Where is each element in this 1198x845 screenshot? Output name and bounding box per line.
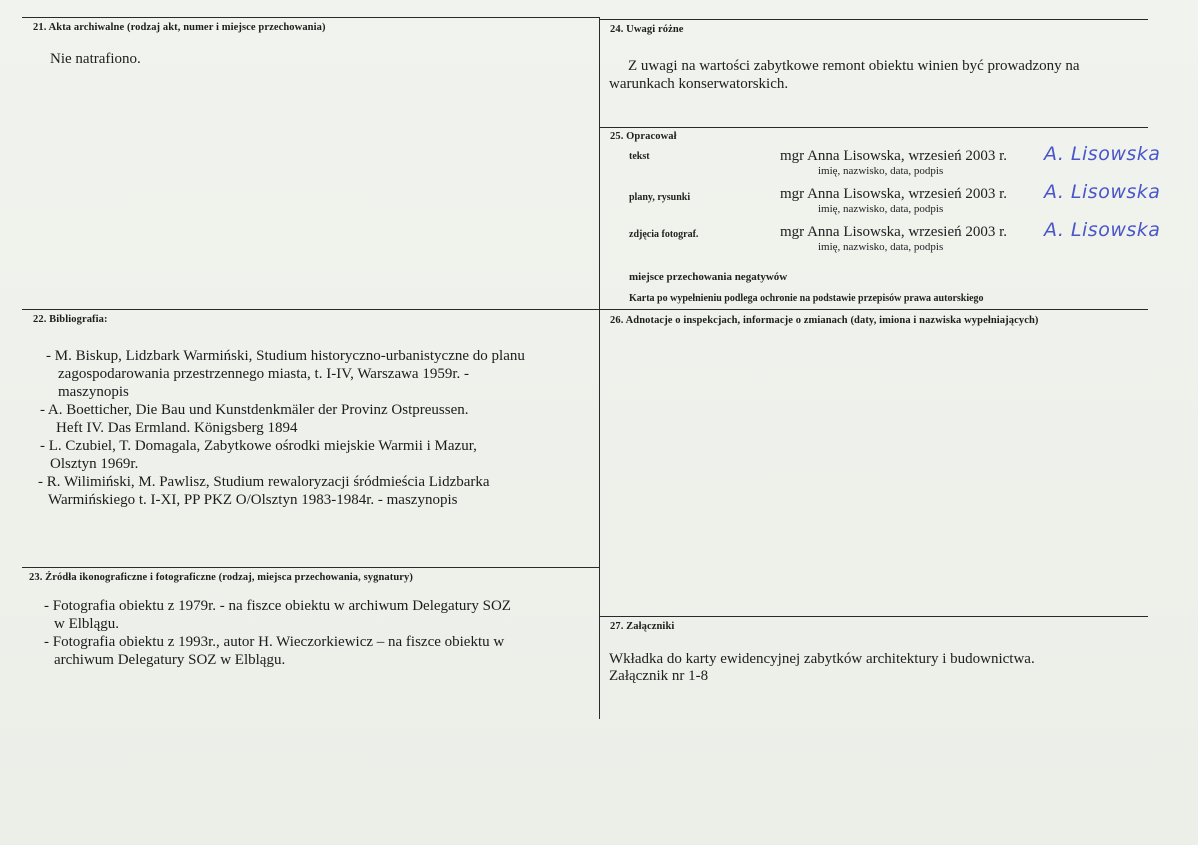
section-21-text: Nie natrafiono. — [50, 51, 141, 67]
author-row-drawings-value: mgr Anna Lisowska, wrzesień 2003 r. — [780, 186, 1008, 202]
section-21-label: 21. Akta archiwalne (rodzaj akt, numer i miejsce przechowania) — [33, 22, 326, 33]
handwritten-signature: A. Lisowska — [1044, 219, 1161, 241]
section-24-line2: warunkach konserwatorskich. — [609, 76, 789, 92]
section-27-line2: Załącznik nr 1-8 — [609, 668, 709, 684]
top-border-left — [22, 17, 599, 18]
author-row-text-kind: tekst — [629, 151, 650, 162]
list-item: - Fotografia obiektu z 1979r. - na fiszce obiektu w archiwum Delegatury SOZ w Elblągu. — [44, 598, 511, 632]
section-22-label: 22. Bibliografia: — [33, 314, 108, 325]
section-27-line1: Wkładka do karty ewidencyjnej zabytków architektury i budownictwa. — [609, 651, 1035, 667]
author-row-photos-value: mgr Anna Lisowska, wrzesień 2003 r. — [780, 224, 1008, 240]
divider-22-23 — [22, 567, 600, 568]
author-row-photos-sub: imię, nazwisko, data, podpis — [818, 241, 944, 253]
bibliography-list — [38, 347, 598, 509]
copyright-note: Karta po wypełnieniu podlega ochronie na podstawie przepisów prawa autorskiego — [629, 293, 984, 304]
handwritten-signature: A. Lisowska — [1044, 181, 1161, 203]
divider-24-25 — [600, 127, 1148, 128]
list-item: - A. Boetticher, Die Bau und Kunstdenkmäler der Provinz Ostpreussen. Heft IV. Das Ermland. Königsberg 1894 — [40, 402, 469, 436]
section-24-line1: Z uwagi na wartości zabytkowe remont obiektu winien być prowadzony na — [628, 58, 1080, 74]
divider-21-22 — [22, 309, 600, 310]
section-25-label: 25. Opracował — [610, 131, 677, 142]
list-item: - M. Biskup, Lidzbark Warmiński, Studium historyczno-urbanistyczne do planu zagospodarowania przestrzennego miasta, t. I-IV, Warszawa 1959r. - maszynopis — [46, 348, 525, 400]
handwritten-signature: A. Lisowska — [1044, 143, 1161, 165]
author-row-photos-kind: zdjęcia fotograf. — [629, 229, 699, 240]
list-item: - Fotografia obiektu z 1993r., autor H. Wieczorkiewicz – na fiszce obiektu w archiwum Delegatury SOZ w Elblągu. — [44, 634, 505, 668]
section-23-label: 23. Źródła ikonograficzne i fotograficzne (rodzaj, miejsca przechowania, sygnatury) — [29, 572, 414, 583]
author-row-text-value: mgr Anna Lisowska, wrzesień 2003 r. — [780, 148, 1008, 164]
section-27-label: 27. Załączniki — [610, 621, 675, 632]
negatives-location-label: miejsce przechowania negatywów — [629, 271, 788, 283]
list-item: - R. Wilimiński, M. Pawlisz, Studium rewaloryzacji śródmieścia Lidzbarka Warmińskiego t. I-XI, PP PKZ O/Olsztyn 1983-1984r. - maszynopis — [38, 474, 490, 508]
column-divider — [599, 17, 600, 719]
author-row-text-sub: imię, nazwisko, data, podpis — [818, 165, 944, 177]
divider-25-26 — [600, 309, 1148, 310]
iconography-list — [38, 597, 511, 669]
list-item: - L. Czubiel, T. Domagala, Zabytkowe ośrodki miejskie Warmii i Mazur, Olsztyn 1969r. — [40, 438, 477, 472]
section-26-label: 26. Adnotacje o inspekcjach, informacje o zmianach (daty, imiona i nazwiska wypełniających) — [610, 315, 1039, 326]
author-row-drawings-sub: imię, nazwisko, data, podpis — [818, 203, 944, 215]
author-row-drawings-kind: plany, rysunki — [629, 192, 691, 203]
top-border-right — [600, 19, 1148, 20]
divider-26-27 — [600, 616, 1148, 617]
section-24-label: 24. Uwagi różne — [610, 24, 684, 35]
